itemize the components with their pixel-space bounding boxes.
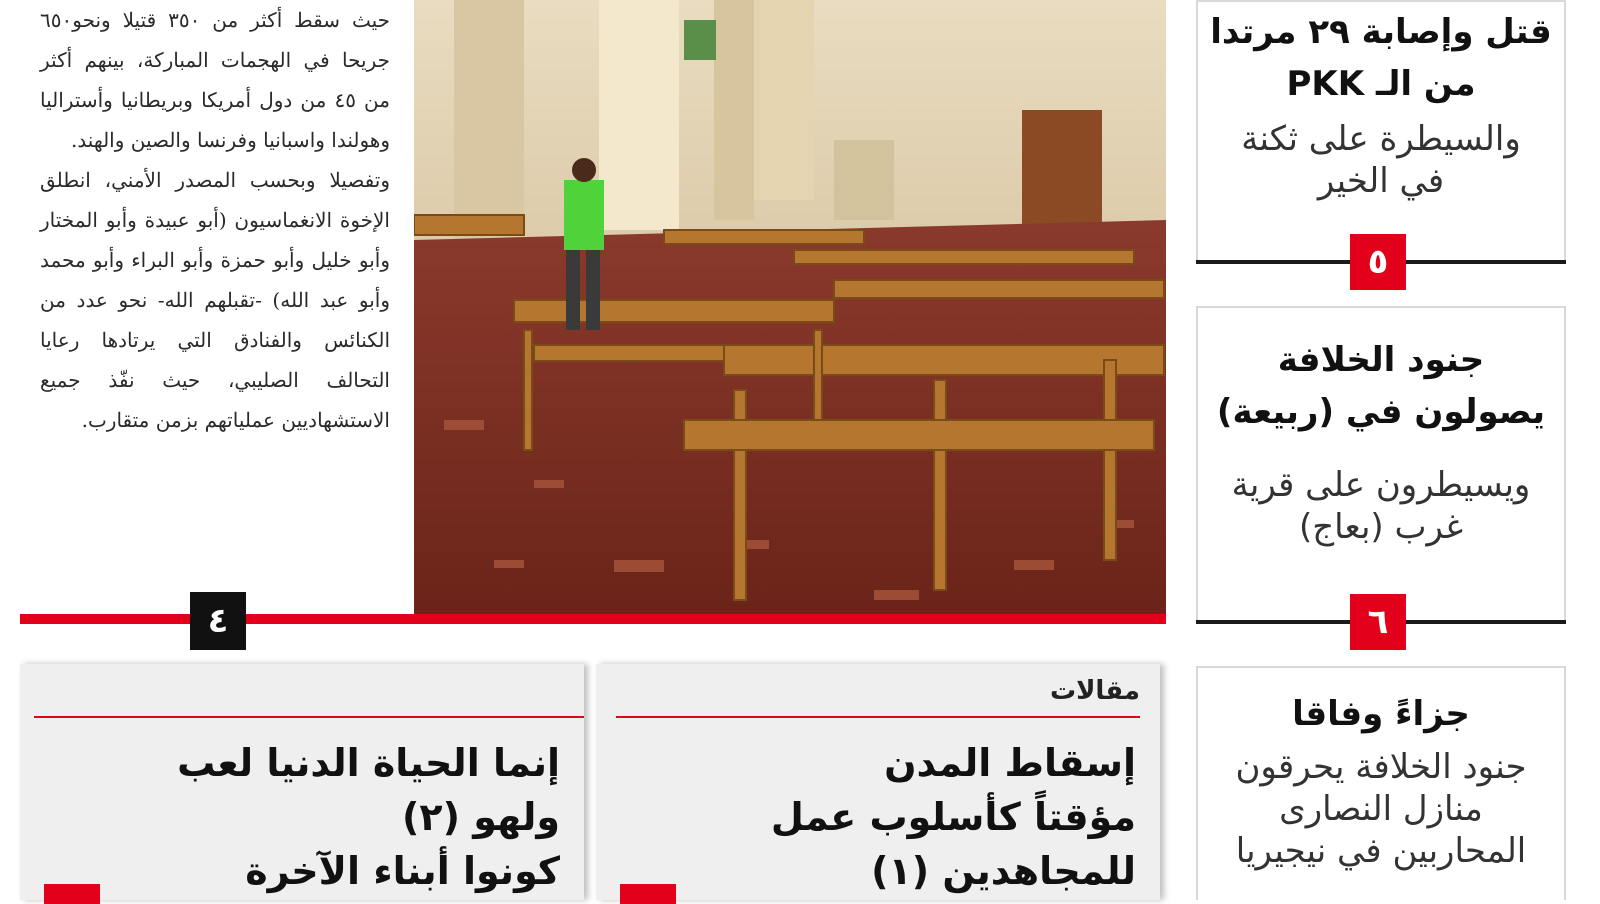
- article-paragraph: وتفصيلا وبحسب المصدر الأمني، انطلق الإخوة الانغماسيون (أبو عبيدة وأبو المختار وأبو خليل وأبو حمزة وأبو البراء وأبو محمد وأبو عبد الله) -تقبلهم الله- نحو عدد من الكنائس والفنادق التي يرتادها رعايا التحالف الصليبي، حيث نفّذ جميع الاستشهاديين عملياتهم بزمن متقارب.: [40, 168, 390, 432]
- story-number-badge: ٤: [190, 592, 246, 650]
- story-number-badge: ٥: [1350, 234, 1406, 290]
- card-title: للمجاهدين (١): [871, 849, 1136, 893]
- story-number-badge: ٦: [1350, 594, 1406, 650]
- side-story-headline: جزاءً وفاقا: [1292, 694, 1470, 734]
- side-story-subhead: والسيطرة على ثكنة: [1241, 119, 1521, 159]
- card-title: إسقاط المدن: [884, 741, 1136, 785]
- side-story-subhead: منازل النصارى: [1279, 789, 1483, 829]
- side-story-subhead: في الخير: [1317, 161, 1445, 201]
- side-story[interactable]: [1196, 306, 1566, 624]
- side-story-subhead: المحاربين في نيجيريا: [1235, 831, 1527, 871]
- section-label: مقالات: [1049, 676, 1140, 706]
- article-body: [40, 0, 390, 440]
- article-card[interactable]: [20, 664, 584, 900]
- card-divider: [616, 716, 1140, 718]
- story-number-badge: [44, 884, 100, 904]
- side-story-subhead: ويسيطرون على قرية: [1231, 465, 1531, 505]
- article-card[interactable]: [596, 664, 1160, 900]
- story-number-badge: [620, 884, 676, 904]
- side-story[interactable]: [1196, 0, 1566, 262]
- card-divider: [34, 716, 584, 718]
- side-story-headline: يصولون في (ربيعة): [1216, 392, 1546, 432]
- card-title: كونوا أبناء الآخرة: [245, 849, 560, 893]
- card-title: مؤقتاً كأسلوب عمل: [770, 795, 1136, 839]
- card-title: إنما الحياة الدنيا لعب: [177, 741, 560, 785]
- side-story[interactable]: [1196, 666, 1566, 900]
- side-story-subhead: غرب (بعاج): [1298, 507, 1464, 547]
- church-photo: [414, 0, 1166, 614]
- side-story-subhead: جنود الخلافة يحرقون: [1235, 747, 1527, 787]
- side-story-headline: جنود الخلافة: [1277, 340, 1485, 380]
- article-paragraph: حيث سقط أكثر من ٣٥٠ قتيلا ونحو٦٥٠ جريحا في الهجمات المباركة، بينهم أكثر من ٤٥ من دول أمريكا وبريطانيا وأستراليا وهولندا واسبانيا وفرنسا والصين والهند.: [40, 8, 390, 152]
- side-story-headline: قتل وإصابة ٢٩ مرتدا: [1210, 12, 1552, 52]
- card-title: ولهو (٢): [402, 795, 560, 839]
- side-story-headline: من الـ PKK: [1286, 64, 1476, 104]
